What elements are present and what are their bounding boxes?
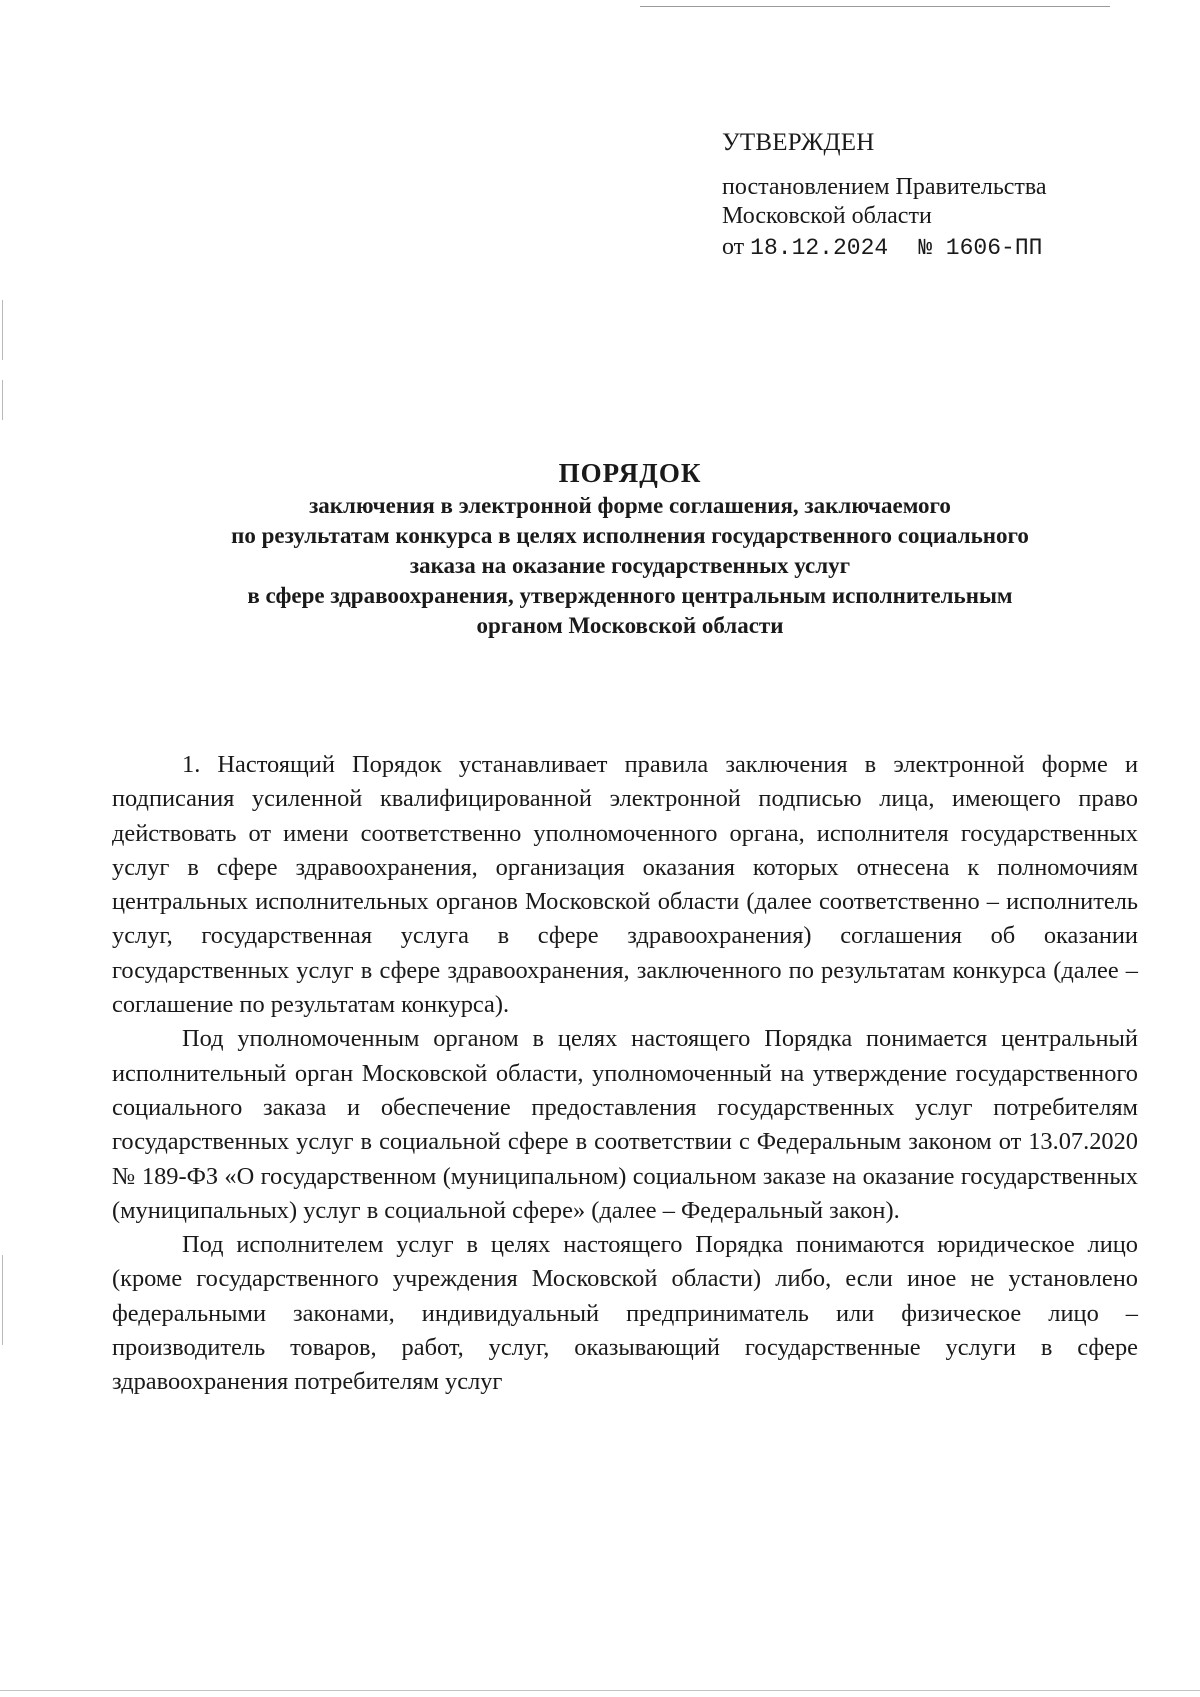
title-line: заключения в электронной форме соглашения, заключаемого	[309, 493, 951, 518]
scan-edge-mark	[2, 300, 3, 360]
approval-stamp	[722, 128, 1162, 263]
approval-line: Московской области	[722, 203, 932, 229]
title-line: органом Московской области	[476, 613, 784, 638]
approval-date: 18.12.2024	[750, 235, 889, 261]
document-title	[110, 455, 1150, 641]
scan-edge-top	[640, 6, 1110, 7]
paragraph: Под уполномоченным органом в целях настоящего Порядка понимается центральный исполнительный орган Московской области, уполномоченный на утверждение государственного социального заказа и обеспечение предоставления государственных услуг потребителям государственных услуг в социальной сфере в соответствии с Федеральным законом от 13.07.2020 № 189-ФЗ «О государственном (муниципальном) социальном заказе на оказание государственных (муниципальных) услуг в социальной сфере» (далее – Федеральный закон).	[112, 1025, 1138, 1224]
paragraph: 1. Настоящий Порядок устанавливает правила заключения в электронной форме и подписания усиленной квалифицированной электронной подписью лица, имеющего право действовать от имени соответственно уполномоченного органа, исполнителя государственных услуг в сфере здравоохранения, организация оказания которых отнесена к полномочиям центральных исполнительных органов Московской области (далее соответственно – исполнитель услуг, государственная услуга в сфере здравоохранения) соглашения об оказании государственных услуг в сфере здравоохранения, заключенного по результатам конкурса (далее – соглашение по результатам конкурса).	[112, 751, 1138, 1019]
title-line: заказа на оказание государственных услуг	[409, 553, 851, 578]
title-line: по результатам конкурса в целях исполнения государственного социального	[231, 523, 1029, 548]
document-body	[112, 748, 1138, 1400]
date-prefix: от	[722, 234, 745, 260]
scan-edge-bottom	[0, 1690, 1200, 1691]
scan-edge-mark	[2, 380, 3, 420]
approval-line: постановлением Правительства	[722, 174, 1047, 200]
paragraph: Под исполнителем услуг в целях настоящего Порядка понимаются юридическое лицо (кроме государственного учреждения Московской области) либо, если иное не установлено федеральными законами, индивидуальный предприниматель или физическое лицо – производитель товаров, работ, услуг, оказывающий государственные услуги в сфере здравоохранения потребителям услуг	[112, 1231, 1138, 1396]
title-main: ПОРЯДОК	[558, 458, 702, 488]
scan-edge-mark	[2, 1255, 3, 1345]
approval-date-line	[722, 233, 1162, 263]
approval-number: № 1606-ПП	[918, 235, 1043, 261]
approval-heading: УТВЕРЖДЕН	[722, 129, 875, 156]
title-line: в сфере здравоохранения, утвержденного центральным исполнительным	[247, 583, 1013, 608]
